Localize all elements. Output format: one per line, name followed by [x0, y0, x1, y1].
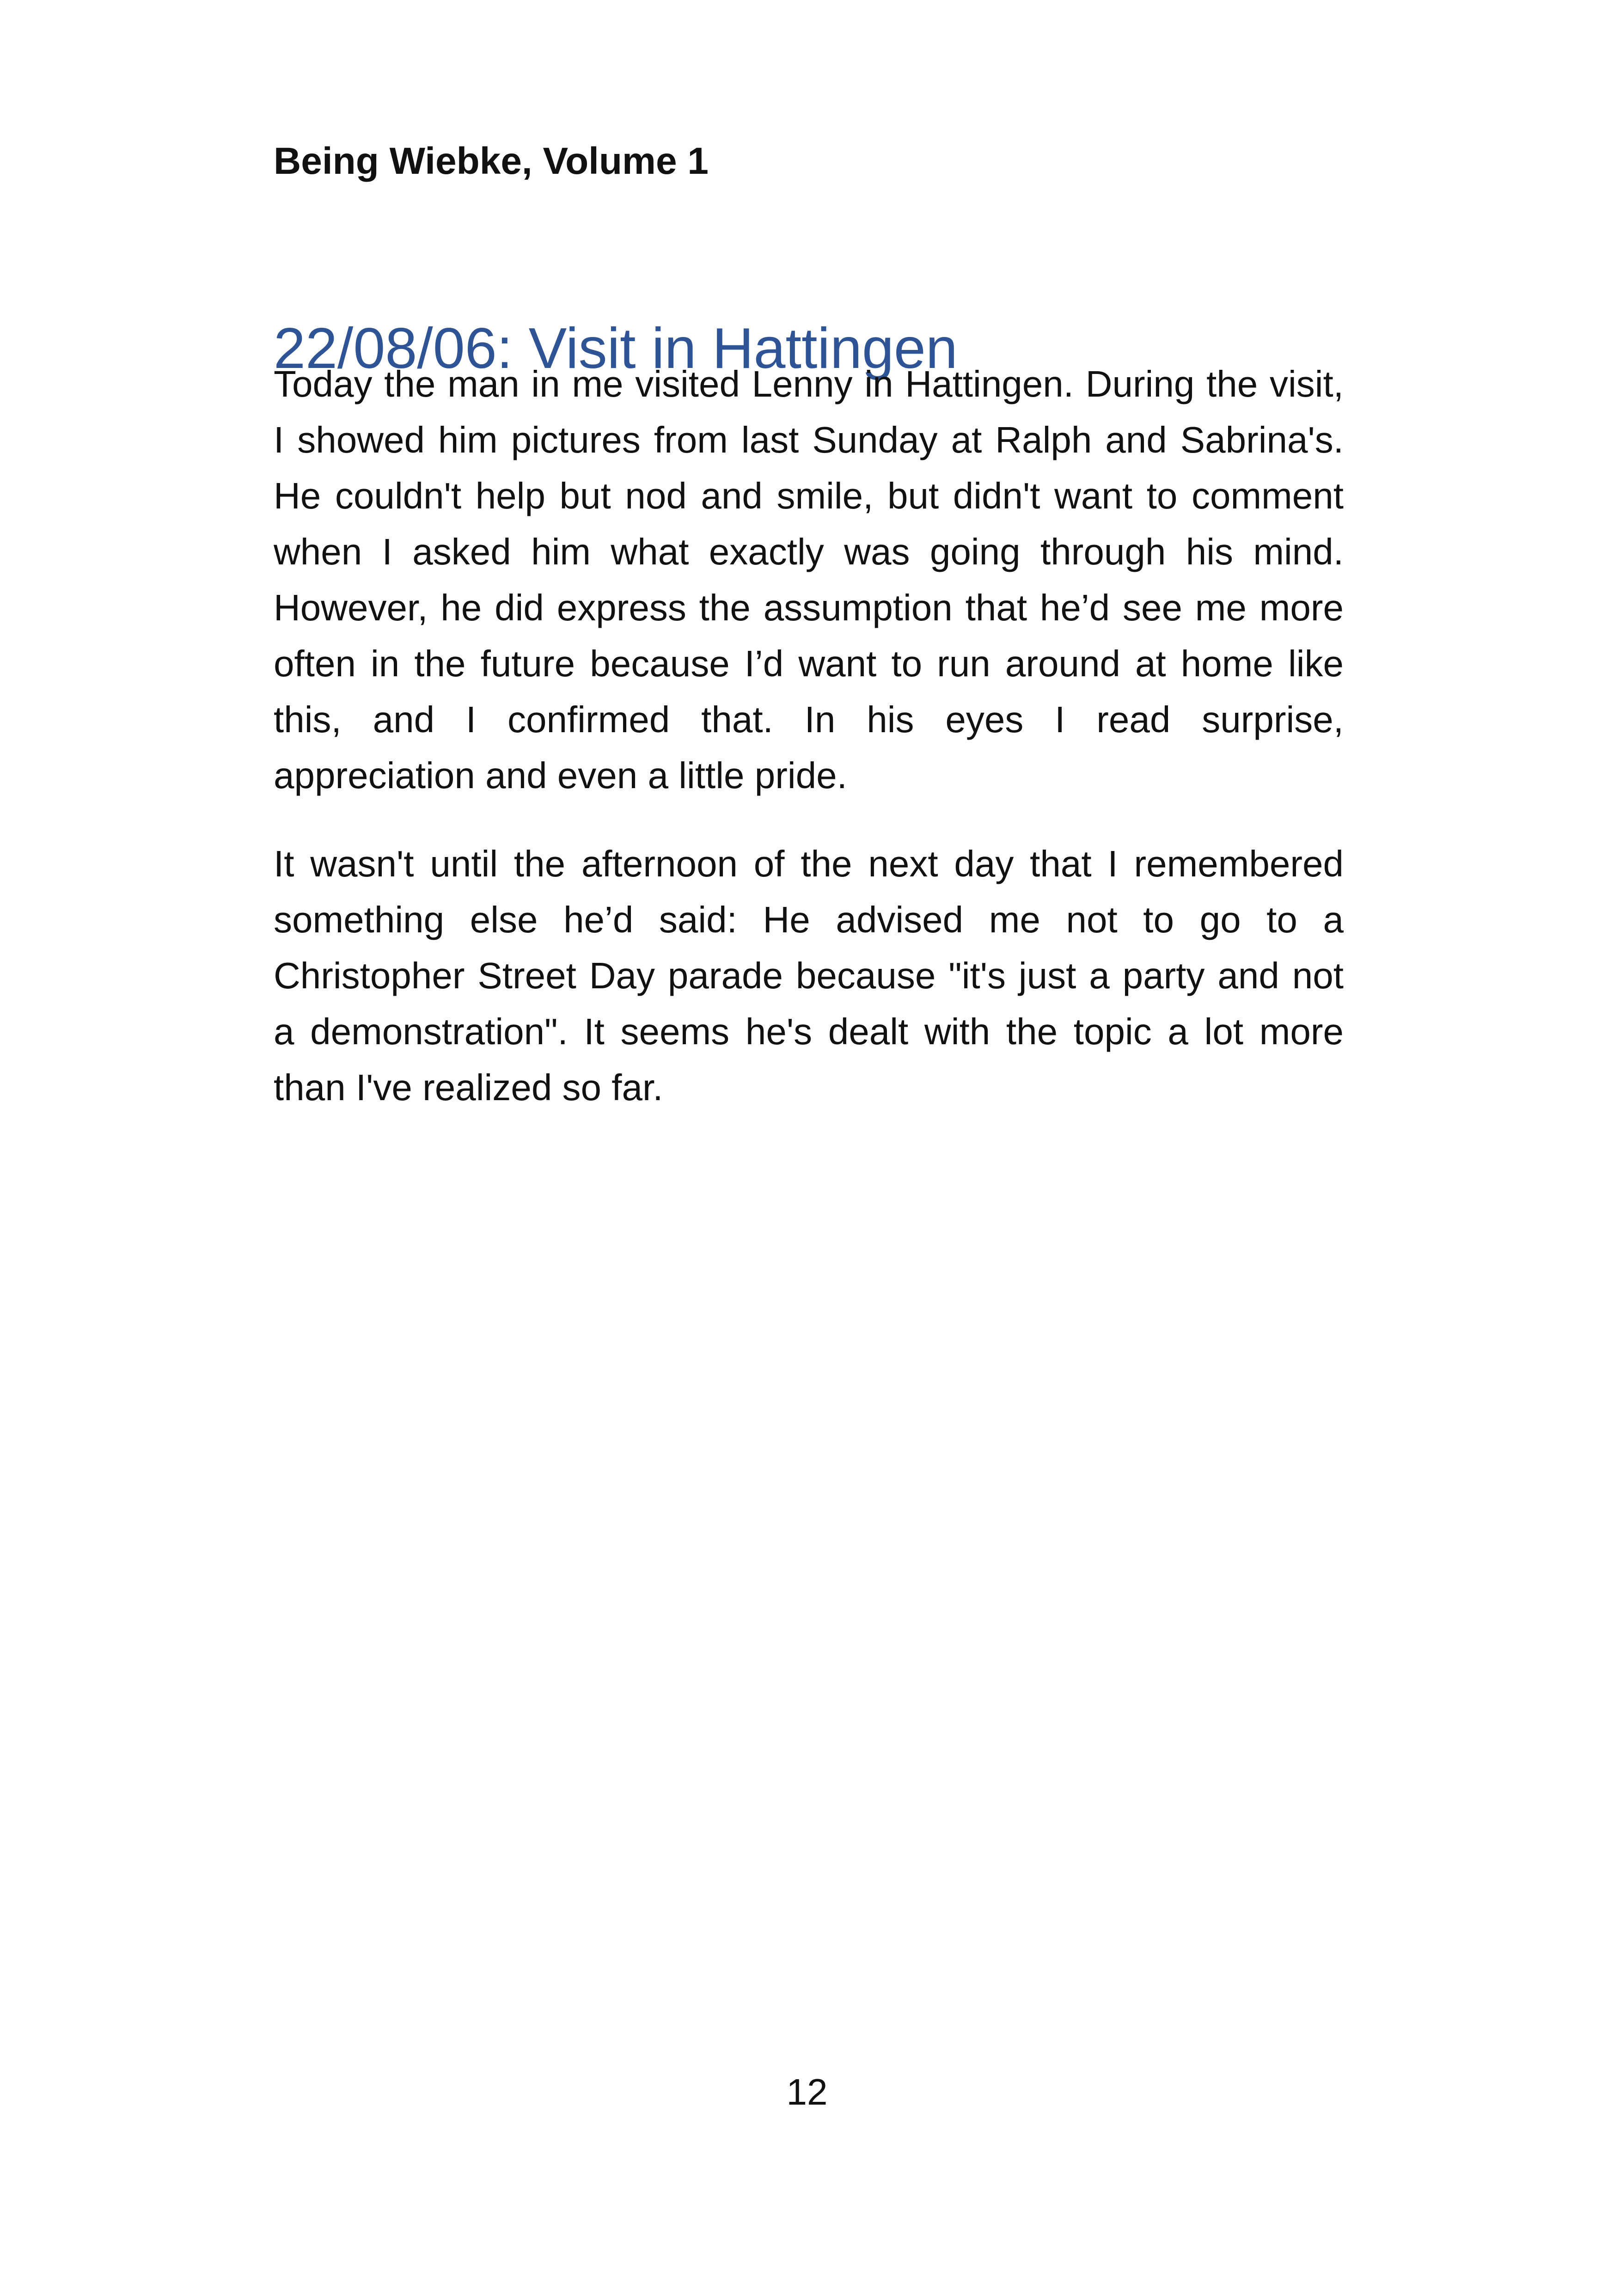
- running-header: Being Wiebke, Volume 1: [274, 140, 709, 182]
- chapter-title: 22/08/06: Visit in Hattingen: [274, 317, 958, 381]
- body-paragraph: Today the man in me visited Lenny in Hattingen. During the visit, I showed him pictures from last Sunday at Ralph and Sabrina's. He couldn't help but nod and smile, but didn't want to comment when I asked him what exactly was going through his mind. However, he did express the assumption that he’d see me more often in the future because I’d want to run around at home like this, and I confirmed that. In his eyes I read surprise, appreciation and even a little pride.: [274, 363, 1344, 796]
- chapter-body: [274, 356, 1344, 1148]
- body-paragraph: It wasn't until the afternoon of the next day that I remembered something else he’d said: He advised me not to go to a Christopher Street Day parade because "it's just a party and not a demonstration". It seems he's dealt with the topic a lot more than I've realized so far.: [274, 843, 1344, 1108]
- page-number: 12: [786, 2071, 828, 2112]
